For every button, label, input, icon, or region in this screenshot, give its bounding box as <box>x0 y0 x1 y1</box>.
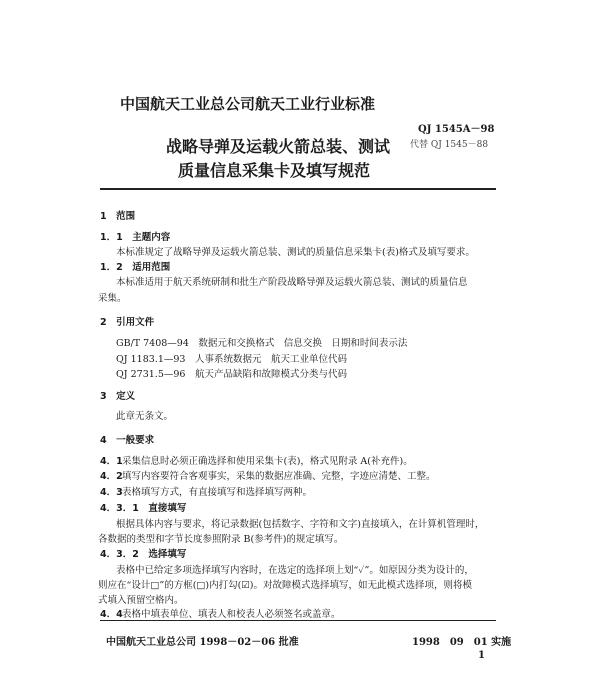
clause-4-3 <box>100 484 312 498</box>
section-4-heading: 4 一般要求 <box>100 435 155 446</box>
section-1-1-text: 本标准规定了战略导弹及运载火箭总装、测试的质量信息采集卡(表)格式及填写要求。 <box>116 247 475 258</box>
clause-4-4 <box>100 606 341 620</box>
section-4-3-2-text: 表格中已给定多项选择填写内容时，在选定的选择项上划“✓”。如原因分类为设计的， <box>116 565 474 576</box>
clause-number: 4．2 <box>100 471 123 482</box>
section-2-heading: 2 引用文件 <box>100 317 155 328</box>
standard-code: QJ 1545A－98 <box>418 124 495 135</box>
section-3-text: 此章无条文。 <box>116 411 174 422</box>
clause-4-2 <box>100 468 436 482</box>
section-4-3-1-text-continued: 各数据的类型和字节长度参照附录 B(参考件)的规定填写。 <box>98 534 344 545</box>
section-1-2-heading: 1．2 适用范围 <box>100 262 171 273</box>
reference-item: QJ 2731.5—96 航天产品缺陷和故障模式分类与代码 <box>116 369 347 380</box>
section-1-heading: 1 范围 <box>100 211 136 222</box>
replaces-standard: 代替 QJ 1545－88 <box>410 140 489 150</box>
clause-text: 采集信息时必须正确选择和使用采集卡(表)，格式见附录 A(补充件)。 <box>122 456 413 467</box>
reference-item: QJ 1183.1—93 人事系统数据元 航天工业单位代码 <box>116 354 347 365</box>
clause-text: 表格中填表单位、填表人和校表人必须签名或盖章。 <box>122 609 341 620</box>
issuing-organization: 中国航天工业总公司航天工业行业标准 <box>120 95 376 113</box>
section-4-3-2-text-continued: 式填入预留空格内。 <box>98 595 184 606</box>
page-number: 1 <box>478 650 485 661</box>
clause-number: 4．1 <box>100 456 123 467</box>
reference-item: GB/T 7408—94 数据元和交换格式 信息交换 日期和时间表示法 <box>116 338 408 349</box>
footer-divider <box>100 620 496 621</box>
clause-text: 表格填写方式，有直接填写和选择填写两种。 <box>122 487 313 498</box>
approval-date: 中国航天工业总公司 1998－02－06 批准 <box>106 637 299 648</box>
section-3-heading: 3 定义 <box>100 391 136 402</box>
clause-number: 4．3 <box>100 487 123 498</box>
header-divider <box>100 188 496 190</box>
clause-text: 填写内容要符合客观事实，采集的数据应准确、完整，字迹应清楚、工整。 <box>122 471 436 482</box>
document-title-line-2: 质量信息采集卡及填写规范 <box>178 161 371 180</box>
section-1-1-heading: 1．1 主题内容 <box>100 232 171 243</box>
section-4-3-2-text-continued: 则应在“设计□”的方框(□)内打勾(☑)。对故障模式选择填写，如无此模式选择项，则将模 <box>98 580 473 591</box>
document-title-line-1: 战略导弹及运载火箭总装、测试 <box>166 137 391 156</box>
section-1-2-text-continued: 采集。 <box>98 293 127 304</box>
section-4-3-1-heading: 4．3．1 直接填写 <box>100 503 187 514</box>
clause-number: 4．4 <box>100 609 123 620</box>
section-1-2-text: 本标准适用于航天系统研制和批生产阶段战略导弹及运载火箭总装、测试的质量信息 <box>116 277 468 288</box>
section-4-3-2-heading: 4．3．2 选择填写 <box>100 549 187 560</box>
section-4-3-1-text: 根据具体内容与要求，将记录数据(包括数字、字符和文字)直接填入，在计算机管理时， <box>116 519 485 530</box>
clause-4-1 <box>100 453 413 467</box>
implementation-date: 1998 09 01 实施 <box>412 637 512 648</box>
